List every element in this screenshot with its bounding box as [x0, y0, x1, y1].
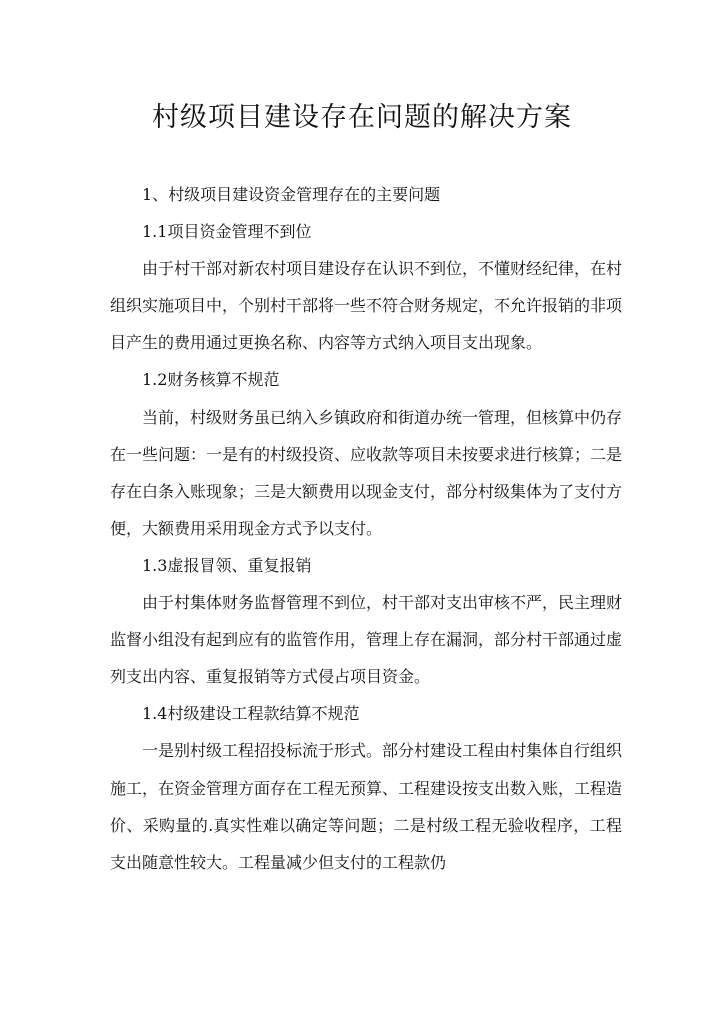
paragraph-1-4: 一是别村级工程招投标流于形式。部分村建设工程由村集体自行组织施工，在资金管理方面存在工程无预算、工程建设按支出数入账，工程造价、采购量的.真实性难以确定等问题；二是村级工程无验收程序，工程支出随意性较大。工程量减少但支付的工程款仍	[110, 741, 623, 872]
subsection-heading-1-4: 1.4村级建设工程款结算不规范	[142, 704, 360, 724]
paragraph-1-3: 由于村集体财务监督管理不到位，村干部对支出审核不严，民主理财监督小组没有起到应有的监管作用，管理上存在漏洞，部分村干部通过虚列支出内容、重复报销等方式侵占项目资金。	[110, 593, 623, 687]
document-title: 村级项目建设存在问题的解决方案	[152, 102, 572, 133]
section-heading-1: 1、村级项目建设资金管理存在的主要问题	[142, 185, 441, 204]
subsection-heading-1-1: 1.1项目资金管理不到位	[142, 222, 312, 242]
paragraph-1-1: 由于村干部对新农村项目建设存在认识不到位，不懂财经纪律，在村组织实施项目中，个别村干部将一些不符合财务规定，不允许报销的非项目产生的费用通过更换名称、内容等方式纳入项目支出现象。	[110, 259, 623, 353]
subsection-heading-1-3: 1.3虚报冒领、重复报销	[142, 555, 312, 575]
subsection-heading-1-2: 1.2财务核算不规范	[142, 370, 280, 390]
document-body	[110, 176, 622, 881]
paragraph-1-2: 当前，村级财务虽已纳入乡镇政府和街道办统一管理，但核算中仍存在一些问题：一是有的村级投资、应收款等项目未按要求进行核算；二是存在白条入账现象；三是大额费用以现金支付，部分村级集体为了支付方便，大额费用采用现金方式予以支付。	[110, 407, 623, 538]
